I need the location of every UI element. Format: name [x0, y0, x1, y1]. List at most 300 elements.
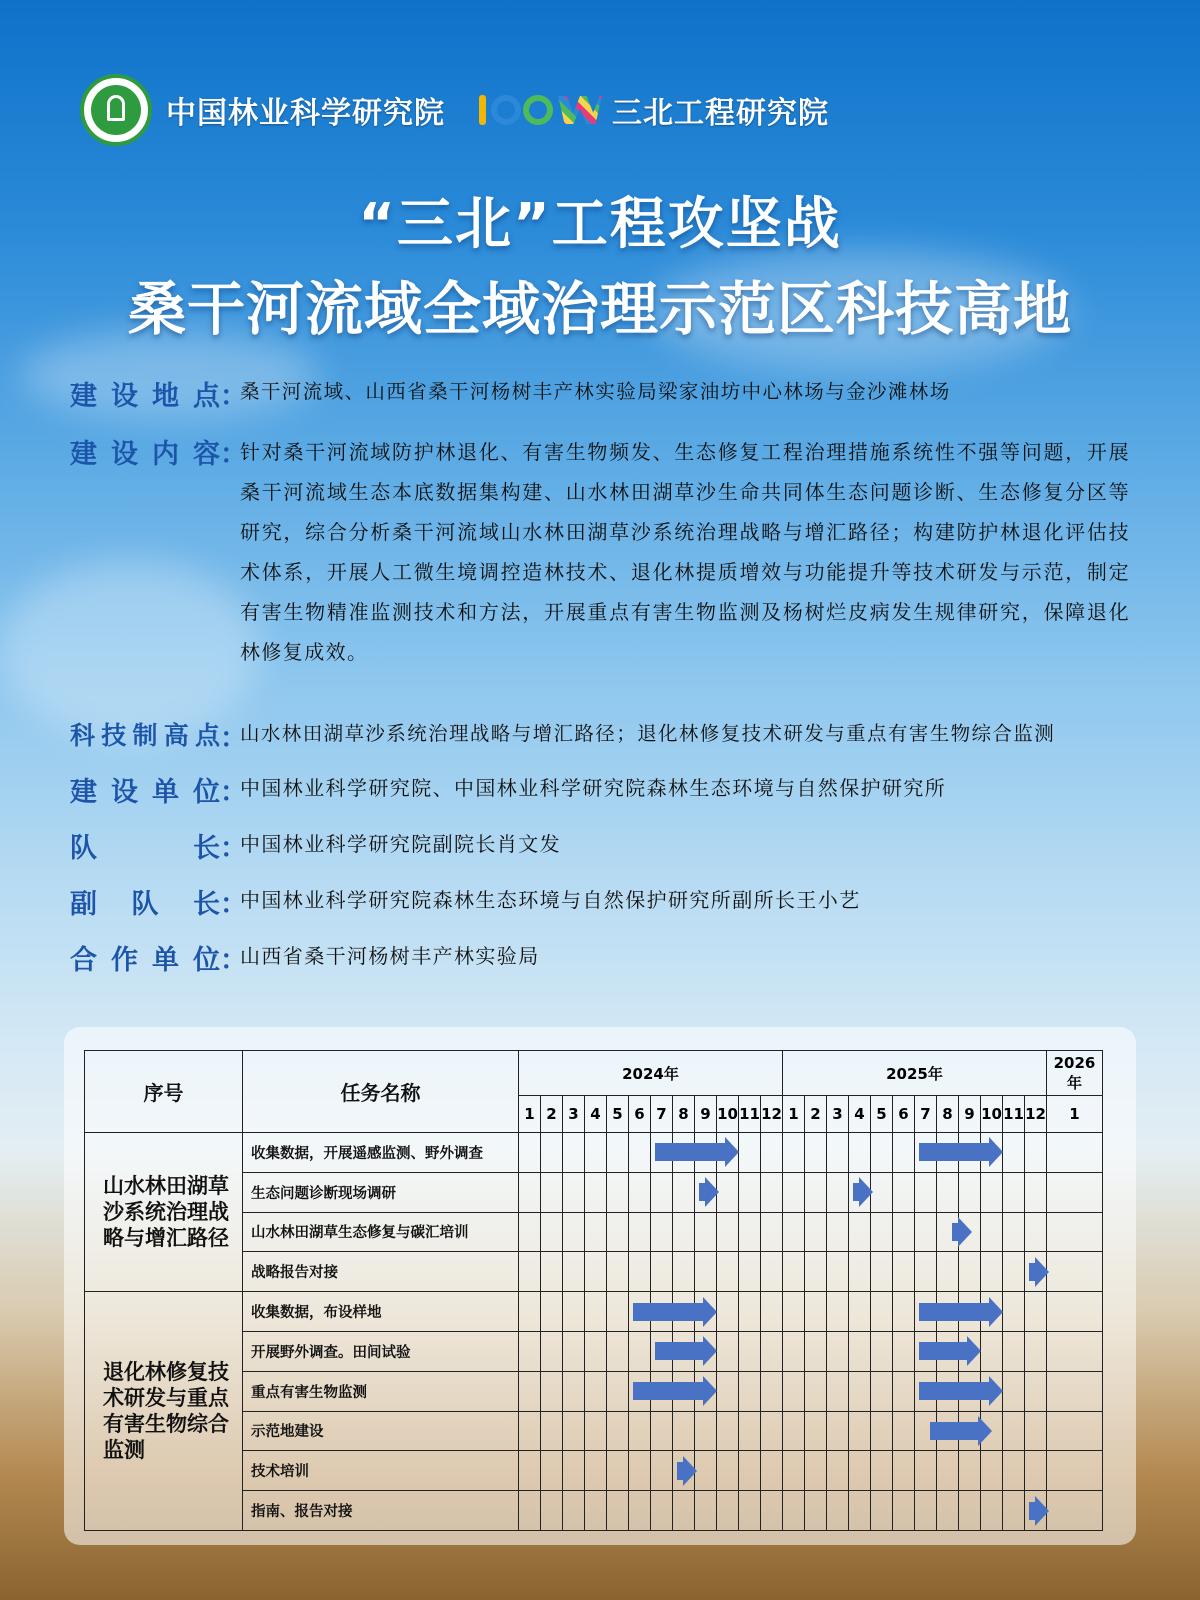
- month-cell: [541, 1133, 563, 1173]
- month-header: 8: [673, 1096, 695, 1133]
- month-cell: [717, 1133, 739, 1173]
- month-cell: [519, 1172, 541, 1212]
- month-cell: [563, 1491, 585, 1531]
- month-cell: [783, 1252, 805, 1292]
- month-cell: [541, 1371, 563, 1411]
- info-value: 山水林田湖草沙系统治理战略与增汇路径；退化林修复技术研发与重点有害生物综合监测: [240, 722, 1056, 745]
- schedule-table: [84, 1050, 1103, 1531]
- month-cell: [871, 1133, 893, 1173]
- month-cell: [541, 1212, 563, 1252]
- month-cell: [761, 1133, 783, 1173]
- month-cell: [695, 1451, 717, 1491]
- month-cell: [739, 1491, 761, 1531]
- month-cell: [981, 1491, 1003, 1531]
- month-header: 9: [695, 1096, 717, 1133]
- month-cell: [629, 1371, 651, 1411]
- month-cell: [673, 1331, 695, 1371]
- month-header: 11: [739, 1096, 761, 1133]
- month-cell: [629, 1133, 651, 1173]
- task-name: 示范地建设: [243, 1411, 519, 1451]
- month-cell: [1003, 1451, 1025, 1491]
- month-cell: [695, 1172, 717, 1212]
- month-cell: [1025, 1252, 1047, 1292]
- task-name: 收集数据，布设样地: [243, 1292, 519, 1332]
- month-cell: [607, 1292, 629, 1332]
- month-cell: [519, 1252, 541, 1292]
- month-cell: [981, 1411, 1003, 1451]
- month-cell: [761, 1252, 783, 1292]
- month-cell: [1047, 1491, 1103, 1531]
- month-cell: [585, 1491, 607, 1531]
- month-cell: [585, 1172, 607, 1212]
- year-header: 2025年: [783, 1051, 1047, 1096]
- month-cell: [519, 1133, 541, 1173]
- month-cell: [607, 1411, 629, 1451]
- month-cell: [1025, 1172, 1047, 1212]
- info-label: 建设地点: [70, 381, 220, 412]
- month-cell: [585, 1371, 607, 1411]
- month-cell: [761, 1331, 783, 1371]
- month-cell: [827, 1133, 849, 1173]
- month-cell: [1047, 1371, 1103, 1411]
- month-cell: [893, 1451, 915, 1491]
- month-cell: [915, 1491, 937, 1531]
- month-header: 10: [717, 1096, 739, 1133]
- month-cell: [959, 1212, 981, 1252]
- month-cell: [849, 1172, 871, 1212]
- month-cell: [519, 1292, 541, 1332]
- month-cell: [783, 1133, 805, 1173]
- month-cell: [871, 1331, 893, 1371]
- task-name: 山水林田湖草生态修复与碳汇培训: [243, 1212, 519, 1252]
- month-cell: [739, 1133, 761, 1173]
- month-cell: [937, 1451, 959, 1491]
- month-cell: [651, 1331, 673, 1371]
- month-cell: [959, 1172, 981, 1212]
- month-cell: [871, 1292, 893, 1332]
- org1-name: 中国林业科学研究院: [166, 96, 445, 131]
- month-cell: [937, 1252, 959, 1292]
- month-cell: [695, 1411, 717, 1451]
- month-cell: [783, 1172, 805, 1212]
- month-header: 5: [607, 1096, 629, 1133]
- month-cell: [849, 1491, 871, 1531]
- month-cell: [739, 1172, 761, 1212]
- month-cell: [541, 1252, 563, 1292]
- sanbei-logo: [479, 95, 602, 125]
- month-cell: [805, 1133, 827, 1173]
- month-cell: [717, 1331, 739, 1371]
- month-cell: [673, 1491, 695, 1531]
- month-header: 12: [761, 1096, 783, 1133]
- month-cell: [915, 1172, 937, 1212]
- month-header: 10: [981, 1096, 1003, 1133]
- month-cell: [629, 1491, 651, 1531]
- task-name: 战略报告对接: [243, 1252, 519, 1292]
- month-cell: [805, 1292, 827, 1332]
- month-cell: [541, 1411, 563, 1451]
- month-cell: [695, 1491, 717, 1531]
- month-cell: [541, 1331, 563, 1371]
- month-header: 12: [1025, 1096, 1047, 1133]
- month-cell: [1047, 1212, 1103, 1252]
- month-cell: [893, 1371, 915, 1411]
- col-task-header: 任务名称: [243, 1051, 519, 1133]
- month-cell: [607, 1212, 629, 1252]
- month-cell: [849, 1212, 871, 1252]
- month-cell: [585, 1212, 607, 1252]
- task-name: 技术培训: [243, 1451, 519, 1491]
- month-cell: [1003, 1212, 1025, 1252]
- month-header: 2: [541, 1096, 563, 1133]
- month-cell: [563, 1133, 585, 1173]
- month-cell: [563, 1451, 585, 1491]
- month-cell: [959, 1451, 981, 1491]
- month-cell: [585, 1133, 607, 1173]
- month-cell: [739, 1212, 761, 1252]
- month-cell: [937, 1212, 959, 1252]
- month-cell: [629, 1451, 651, 1491]
- month-header: 11: [1003, 1096, 1025, 1133]
- task-name: 重点有害生物监测: [243, 1371, 519, 1411]
- month-cell: [871, 1491, 893, 1531]
- month-cell: [563, 1292, 585, 1332]
- month-cell: [871, 1411, 893, 1451]
- month-cell: [827, 1172, 849, 1212]
- month-cell: [893, 1411, 915, 1451]
- month-cell: [739, 1411, 761, 1451]
- month-cell: [937, 1292, 959, 1332]
- month-cell: [607, 1451, 629, 1491]
- month-cell: [739, 1371, 761, 1411]
- month-header: 8: [937, 1096, 959, 1133]
- month-cell: [893, 1133, 915, 1173]
- month-cell: [959, 1371, 981, 1411]
- month-cell: [519, 1212, 541, 1252]
- month-cell: [585, 1451, 607, 1491]
- month-cell: [893, 1292, 915, 1332]
- month-cell: [1003, 1172, 1025, 1212]
- month-cell: [651, 1252, 673, 1292]
- month-cell: [871, 1252, 893, 1292]
- month-cell: [585, 1411, 607, 1451]
- month-cell: [849, 1451, 871, 1491]
- month-cell: [805, 1331, 827, 1371]
- month-cell: [1047, 1172, 1103, 1212]
- month-cell: [541, 1172, 563, 1212]
- month-cell: [563, 1172, 585, 1212]
- info-value: 中国林业科学研究院森林生态环境与自然保护研究所副所长王小艺: [240, 888, 861, 912]
- month-cell: [783, 1212, 805, 1252]
- month-cell: [717, 1491, 739, 1531]
- month-cell: [959, 1292, 981, 1332]
- info-label: 建设单位: [70, 777, 220, 808]
- month-cell: [1025, 1212, 1047, 1252]
- month-cell: [651, 1451, 673, 1491]
- month-cell: [805, 1491, 827, 1531]
- month-cell: [959, 1133, 981, 1173]
- month-cell: [761, 1172, 783, 1212]
- month-cell: [607, 1371, 629, 1411]
- month-cell: [651, 1172, 673, 1212]
- month-cell: [893, 1212, 915, 1252]
- month-cell: [981, 1172, 1003, 1212]
- month-cell: [1003, 1491, 1025, 1531]
- month-cell: [739, 1292, 761, 1332]
- month-cell: [519, 1451, 541, 1491]
- month-cell: [519, 1491, 541, 1531]
- month-cell: [761, 1292, 783, 1332]
- month-cell: [607, 1172, 629, 1212]
- month-cell: [981, 1133, 1003, 1173]
- info-value: 中国林业科学研究院副院长肖文发: [240, 832, 561, 856]
- month-cell: [915, 1331, 937, 1371]
- month-cell: [739, 1451, 761, 1491]
- page-title-line2: 桑干河流域全域治理示范区科技高地: [127, 275, 1072, 343]
- month-cell: [827, 1292, 849, 1332]
- month-cell: [541, 1292, 563, 1332]
- month-cell: [915, 1252, 937, 1292]
- month-cell: [1047, 1411, 1103, 1451]
- info-label: 合作单位: [70, 945, 220, 976]
- month-cell: [673, 1411, 695, 1451]
- month-cell: [1025, 1371, 1047, 1411]
- month-cell: [783, 1411, 805, 1451]
- month-cell: [959, 1411, 981, 1451]
- month-cell: [1003, 1371, 1025, 1411]
- month-cell: [849, 1292, 871, 1332]
- month-cell: [739, 1331, 761, 1371]
- task-name: 生态问题诊断现场调研: [243, 1172, 519, 1212]
- month-cell: [827, 1212, 849, 1252]
- month-cell: [1025, 1133, 1047, 1173]
- month-cell: [695, 1133, 717, 1173]
- month-cell: [1003, 1331, 1025, 1371]
- month-cell: [915, 1212, 937, 1252]
- month-cell: [607, 1133, 629, 1173]
- month-cell: [519, 1411, 541, 1451]
- month-cell: [761, 1491, 783, 1531]
- month-header: 3: [563, 1096, 585, 1133]
- month-cell: [937, 1133, 959, 1173]
- month-cell: [717, 1371, 739, 1411]
- cloud-decoration: [0, 560, 260, 740]
- month-cell: [541, 1451, 563, 1491]
- month-cell: [849, 1371, 871, 1411]
- page-title-line1: “三北”工程攻坚战: [358, 192, 842, 257]
- task-name: 开展野外调查。田间试验: [243, 1331, 519, 1371]
- month-cell: [717, 1212, 739, 1252]
- month-cell: [805, 1212, 827, 1252]
- month-cell: [871, 1451, 893, 1491]
- month-cell: [827, 1331, 849, 1371]
- month-cell: [695, 1252, 717, 1292]
- month-cell: [673, 1133, 695, 1173]
- month-cell: [915, 1451, 937, 1491]
- month-cell: [563, 1252, 585, 1292]
- month-cell: [783, 1371, 805, 1411]
- month-cell: [541, 1491, 563, 1531]
- month-cell: [1025, 1491, 1047, 1531]
- year-header: 2024年: [519, 1051, 783, 1096]
- info-value: 桑干河流域、山西省桑干河杨树丰产林实验局梁家油坊中心林场与金沙滩林场: [240, 380, 951, 403]
- info-label: 队长: [70, 833, 220, 864]
- month-cell: [695, 1371, 717, 1411]
- month-cell: [915, 1371, 937, 1411]
- month-header: 5: [871, 1096, 893, 1133]
- month-header: 1: [519, 1096, 541, 1133]
- month-cell: [937, 1491, 959, 1531]
- month-cell: [981, 1252, 1003, 1292]
- info-value: 中国林业科学研究院、中国林业科学研究院森林生态环境与自然保护研究所: [240, 776, 947, 800]
- month-cell: [563, 1411, 585, 1451]
- month-cell: [629, 1172, 651, 1212]
- month-cell: [805, 1411, 827, 1451]
- month-header: 6: [893, 1096, 915, 1133]
- month-cell: [783, 1331, 805, 1371]
- month-cell: [937, 1172, 959, 1212]
- col-seq-header: 序号: [85, 1051, 243, 1133]
- month-cell: [827, 1451, 849, 1491]
- month-cell: [629, 1252, 651, 1292]
- month-cell: [695, 1331, 717, 1371]
- month-cell: [805, 1172, 827, 1212]
- month-cell: [695, 1292, 717, 1332]
- month-cell: [981, 1212, 1003, 1252]
- month-cell: [981, 1451, 1003, 1491]
- month-cell: [629, 1292, 651, 1332]
- month-cell: [805, 1451, 827, 1491]
- month-cell: [629, 1331, 651, 1371]
- month-cell: [849, 1252, 871, 1292]
- month-cell: [981, 1331, 1003, 1371]
- month-cell: [893, 1172, 915, 1212]
- month-cell: [937, 1411, 959, 1451]
- month-cell: [1003, 1252, 1025, 1292]
- month-cell: [585, 1292, 607, 1332]
- month-cell: [1047, 1252, 1103, 1292]
- month-cell: [717, 1172, 739, 1212]
- month-header: 6: [629, 1096, 651, 1133]
- month-header: 1: [783, 1096, 805, 1133]
- month-header: 7: [915, 1096, 937, 1133]
- month-cell: [893, 1252, 915, 1292]
- month-cell: [651, 1491, 673, 1531]
- month-cell: [761, 1212, 783, 1252]
- month-cell: [717, 1451, 739, 1491]
- month-cell: [937, 1331, 959, 1371]
- month-cell: [629, 1411, 651, 1451]
- month-cell: [761, 1411, 783, 1451]
- month-cell: [673, 1451, 695, 1491]
- month-header: 3: [827, 1096, 849, 1133]
- caf-logo: [80, 74, 152, 146]
- month-cell: [1025, 1331, 1047, 1371]
- info-value: 山西省桑干河杨树丰产林实验局: [240, 944, 540, 968]
- table-row: [85, 1292, 1103, 1332]
- month-cell: [959, 1491, 981, 1531]
- org2-name: 三北工程研究院: [612, 96, 829, 131]
- info-label: 副队长: [70, 889, 220, 920]
- month-cell: [519, 1371, 541, 1411]
- month-cell: [1003, 1411, 1025, 1451]
- month-cell: [959, 1331, 981, 1371]
- month-cell: [563, 1212, 585, 1252]
- table-row: [85, 1133, 1103, 1173]
- info-label: 科技制高点: [70, 721, 220, 750]
- month-cell: [1047, 1451, 1103, 1491]
- month-cell: [1047, 1292, 1103, 1332]
- month-cell: [563, 1371, 585, 1411]
- month-cell: [651, 1212, 673, 1252]
- month-cell: [673, 1371, 695, 1411]
- month-cell: [937, 1371, 959, 1411]
- month-cell: [607, 1491, 629, 1531]
- month-header: 2: [805, 1096, 827, 1133]
- month-cell: [1003, 1292, 1025, 1332]
- month-cell: [827, 1411, 849, 1451]
- month-cell: [673, 1212, 695, 1252]
- month-header: 7: [651, 1096, 673, 1133]
- month-cell: [871, 1212, 893, 1252]
- month-cell: [893, 1491, 915, 1531]
- month-cell: [519, 1331, 541, 1371]
- month-cell: [585, 1252, 607, 1292]
- month-cell: [849, 1411, 871, 1451]
- header-logos: [80, 72, 829, 148]
- month-cell: [783, 1491, 805, 1531]
- info-value: 针对桑干河流域防护林退化、有害生物频发、生态修复工程治理措施系统性不强等问题，开展桑干河流域生态本底数据集构建、山水林田湖草沙生命共同体生态问题诊断、生态修复分区等研究，综合分析桑干河流域山水林田湖草沙系统治理战略与增汇路径；构建防护林退化评估技术体系，开展人工微生境调控造林技术、退化林提质增效与功能提升等技术研发与示范，制定有害生物精准监测技术和方法，开展重点有害生物监测及杨树烂皮病发生规律研究，保障退化林修复成效。: [240, 440, 1130, 664]
- month-cell: [893, 1331, 915, 1371]
- month-cell: [871, 1172, 893, 1212]
- month-cell: [1025, 1451, 1047, 1491]
- month-cell: [717, 1411, 739, 1451]
- month-cell: [849, 1331, 871, 1371]
- month-cell: [1025, 1292, 1047, 1332]
- month-cell: [827, 1491, 849, 1531]
- month-cell: [629, 1212, 651, 1252]
- month-cell: [673, 1252, 695, 1292]
- month-cell: [783, 1451, 805, 1491]
- month-header: 1: [1047, 1096, 1103, 1133]
- month-cell: [1025, 1411, 1047, 1451]
- month-cell: [1047, 1331, 1103, 1371]
- month-cell: [761, 1371, 783, 1411]
- month-cell: [717, 1292, 739, 1332]
- month-cell: [761, 1451, 783, 1491]
- month-cell: [717, 1252, 739, 1292]
- month-cell: [673, 1172, 695, 1212]
- month-cell: [651, 1133, 673, 1173]
- month-cell: [827, 1371, 849, 1411]
- month-cell: [849, 1133, 871, 1173]
- month-cell: [915, 1292, 937, 1332]
- task-name: 收集数据，开展遥感监测、野外调查: [243, 1133, 519, 1173]
- month-cell: [563, 1331, 585, 1371]
- month-cell: [915, 1133, 937, 1173]
- month-cell: [805, 1371, 827, 1411]
- month-header: 4: [849, 1096, 871, 1133]
- month-cell: [981, 1292, 1003, 1332]
- month-cell: [651, 1371, 673, 1411]
- month-cell: [651, 1411, 673, 1451]
- info-label: 建设内容: [70, 439, 220, 470]
- month-cell: [915, 1411, 937, 1451]
- month-cell: [651, 1292, 673, 1332]
- month-cell: [585, 1331, 607, 1371]
- month-cell: [607, 1331, 629, 1371]
- task-group-name: 山水林田湖草沙系统治理战略与增汇路径: [85, 1133, 243, 1292]
